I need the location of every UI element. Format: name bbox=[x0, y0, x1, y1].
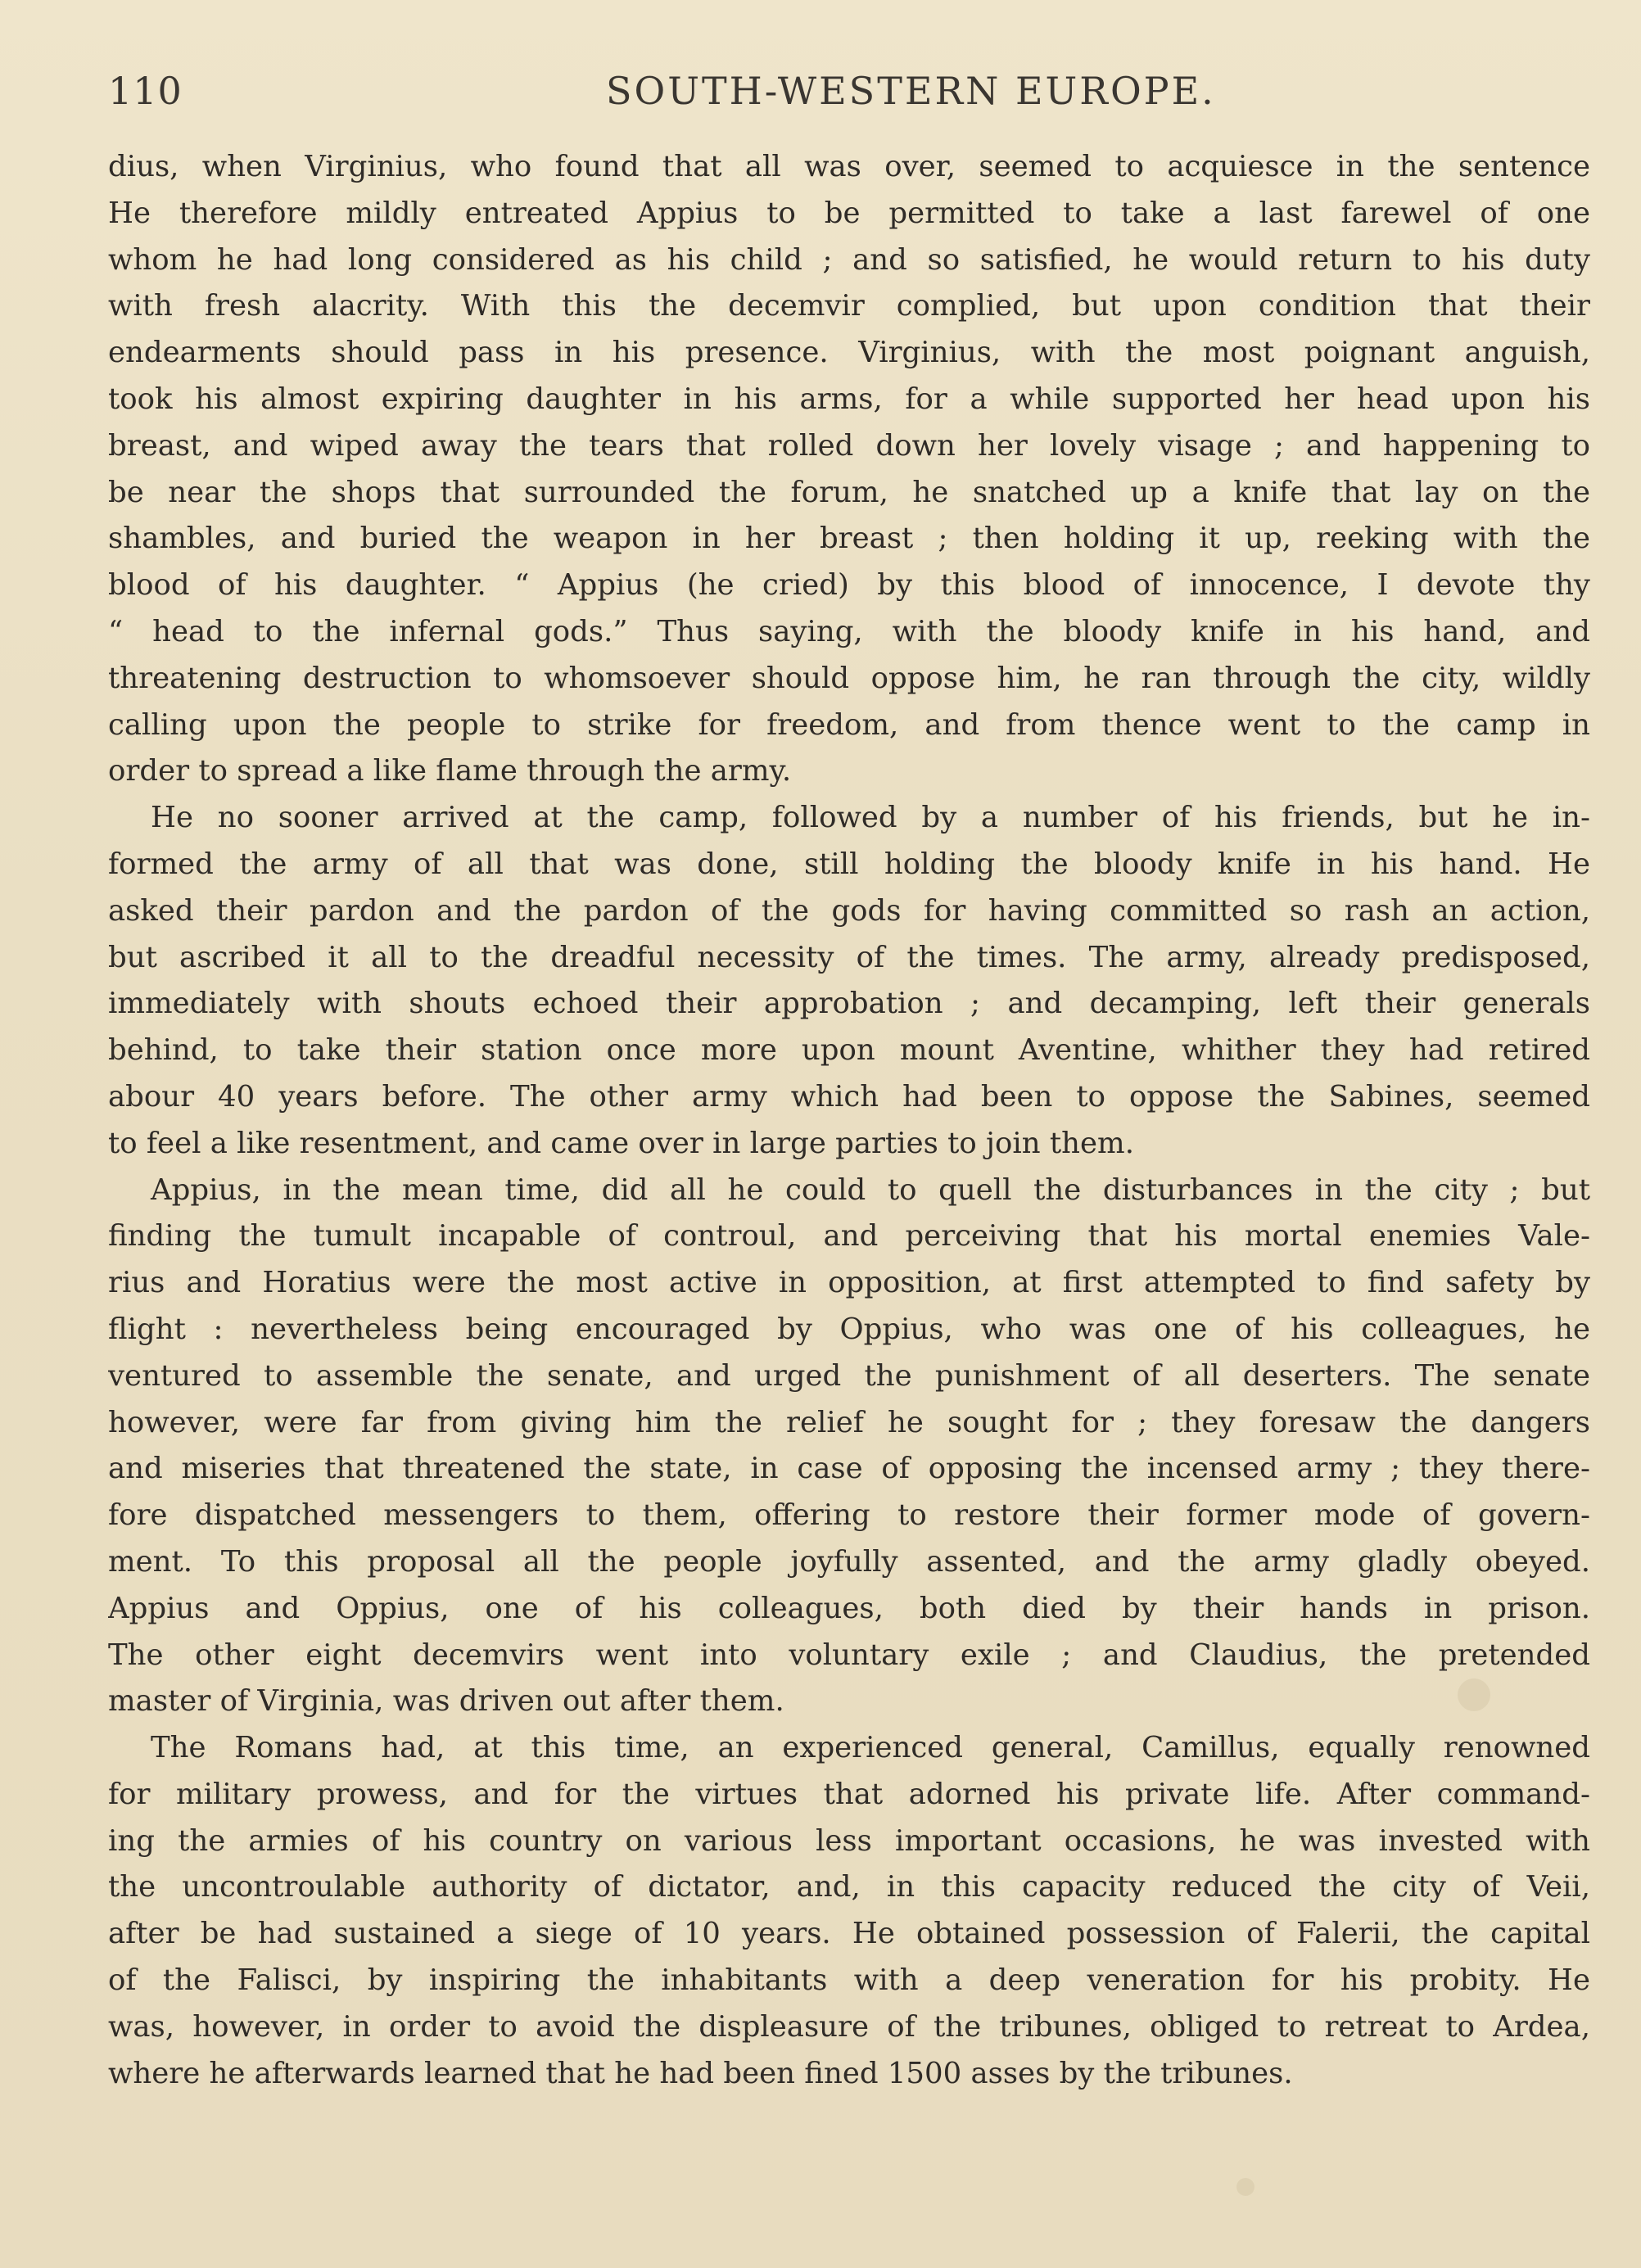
text-line: finding the tumult incapable of controul, and perceiving that his mortal enemies Vale- bbox=[108, 1219, 1590, 1254]
text-line: breast, and wiped away the tears that rolled down her lovely visage ; and happening to bbox=[108, 428, 1590, 463]
text-line: ventured to assemble the senate, and urged the punishment of all deserters. The senate bbox=[108, 1358, 1590, 1393]
text-line: however, were far from giving him the relief he sought for ; they foresaw the dangers bbox=[108, 1405, 1590, 1439]
text-line: endearments should pass in his presence. Virginius, with the most poignant anguish, bbox=[108, 336, 1590, 370]
text-line: to feel a like resentment, and came over in large parties to join them. bbox=[108, 1126, 1135, 1160]
text-line: was, however, in order to avoid the displeasure of the tribunes, obliged to retreat to Ardea, bbox=[108, 2009, 1590, 2044]
text-line: asked their pardon and the pardon of the gods for having committed so rash an action, bbox=[108, 893, 1590, 928]
text-line: behind, to take their station once more upon mount Aventine, whither they had retired bbox=[108, 1033, 1590, 1068]
text-line: dius, when Virginius, who found that all was over, seemed to acquiesce in the sentence bbox=[108, 150, 1590, 183]
text-line: ing the armies of his country on various less important occasions, he was invested with bbox=[108, 1823, 1590, 1858]
text-line: of the Falisci, by inspiring the inhabitants with a deep veneration for his probity. He bbox=[108, 1963, 1590, 1998]
text-line: ment. To this proposal all the people joyfully assented, and the army gladly obeyed. bbox=[108, 1544, 1590, 1579]
text-line: but ascribed it all to the dreadful necessity of the times. The army, already predisposed, bbox=[108, 940, 1590, 974]
text-line: blood of his daughter. “ Appius (he cried) by this blood of innocence, I devote thy bbox=[108, 568, 1590, 603]
text-line: where he afterwards learned that he had been fined 1500 asses by the tribunes. bbox=[108, 2056, 1293, 2090]
text-line: took his almost expiring daughter in his arms, for a while supported her head upon his bbox=[108, 382, 1590, 416]
text-line: Appius and Oppius, one of his colleagues, both died by their hands in prison. bbox=[108, 1591, 1590, 1625]
text-line: master of Virginia, was driven out after them. bbox=[108, 1684, 784, 1719]
text-line: after be had sustained a siege of 10 years. He obtained possession of Falerii, the capital bbox=[108, 1917, 1590, 1951]
text-line: threatening destruction to whomsoever should oppose him, he ran through the city, wildly bbox=[108, 661, 1590, 695]
text-line: rius and Horatius were the most active in opposition, at first attempted to find safety by bbox=[108, 1266, 1590, 1300]
text-line: flight : nevertheless being encouraged by Oppius, who was one of his colleagues, he bbox=[108, 1312, 1590, 1346]
text-line: “ head to the infernal gods.” Thus saying, with the bloody knife in his hand, and bbox=[108, 614, 1590, 648]
text-line: immediately with shouts echoed their approbation ; and decamping, left their generals bbox=[108, 987, 1590, 1021]
text-line: shambles, and buried the weapon in her breast ; then holding it up, reeking with the bbox=[108, 522, 1590, 556]
text-line: Appius, in the mean time, did all he could to quell the disturbances in the city ; but bbox=[151, 1172, 1590, 1207]
text-line: The Romans had, at this time, an experienced general, Camillus, equally renowned bbox=[151, 1731, 1590, 1765]
page-number: 110 bbox=[108, 69, 183, 113]
text-line: fore dispatched messengers to them, offering to restore their former mode of govern- bbox=[108, 1498, 1590, 1533]
text-line: and miseries that threatened the state, in case of opposing the incensed army ; they there- bbox=[108, 1452, 1590, 1486]
text-line: calling upon the people to strike for freedom, and from thence went to the camp in bbox=[108, 707, 1590, 742]
text-line: The other eight decemvirs went into voluntary exile ; and Claudius, the pretended bbox=[108, 1638, 1590, 1672]
text-line: with fresh alacrity. With this the decemvir complied, but upon condition that their bbox=[108, 289, 1590, 323]
text-line: He no sooner arrived at the camp, followed by a number of his friends, but he in- bbox=[151, 801, 1590, 835]
text-line: whom he had long considered as his child ; and so satisfied, he would return to his duty bbox=[108, 242, 1590, 277]
text-line: the uncontroulable authority of dictator, and, in this capacity reduced the city of Veii, bbox=[108, 1870, 1590, 1904]
running-head: SOUTH-WESTERN EUROPE. bbox=[606, 69, 1216, 113]
text-line: formed the army of all that was done, still holding the bloody knife in his hand. He bbox=[108, 847, 1590, 881]
page-header bbox=[108, 69, 1582, 118]
body-text bbox=[108, 144, 1590, 2097]
text-line: He therefore mildly entreated Appius to be permitted to take a last farewel of one bbox=[108, 196, 1590, 230]
text-line: abour 40 years before. The other army which had been to oppose the Sabines, seemed bbox=[108, 1079, 1590, 1114]
text-line: be near the shops that surrounded the forum, he snatched up a knife that lay on the bbox=[108, 475, 1590, 509]
paper-stain bbox=[1236, 2178, 1254, 2196]
text-line: for military prowess, and for the virtues that adorned his private life. After command- bbox=[108, 1777, 1590, 1811]
text-line: order to spread a like flame through the army. bbox=[108, 754, 792, 788]
